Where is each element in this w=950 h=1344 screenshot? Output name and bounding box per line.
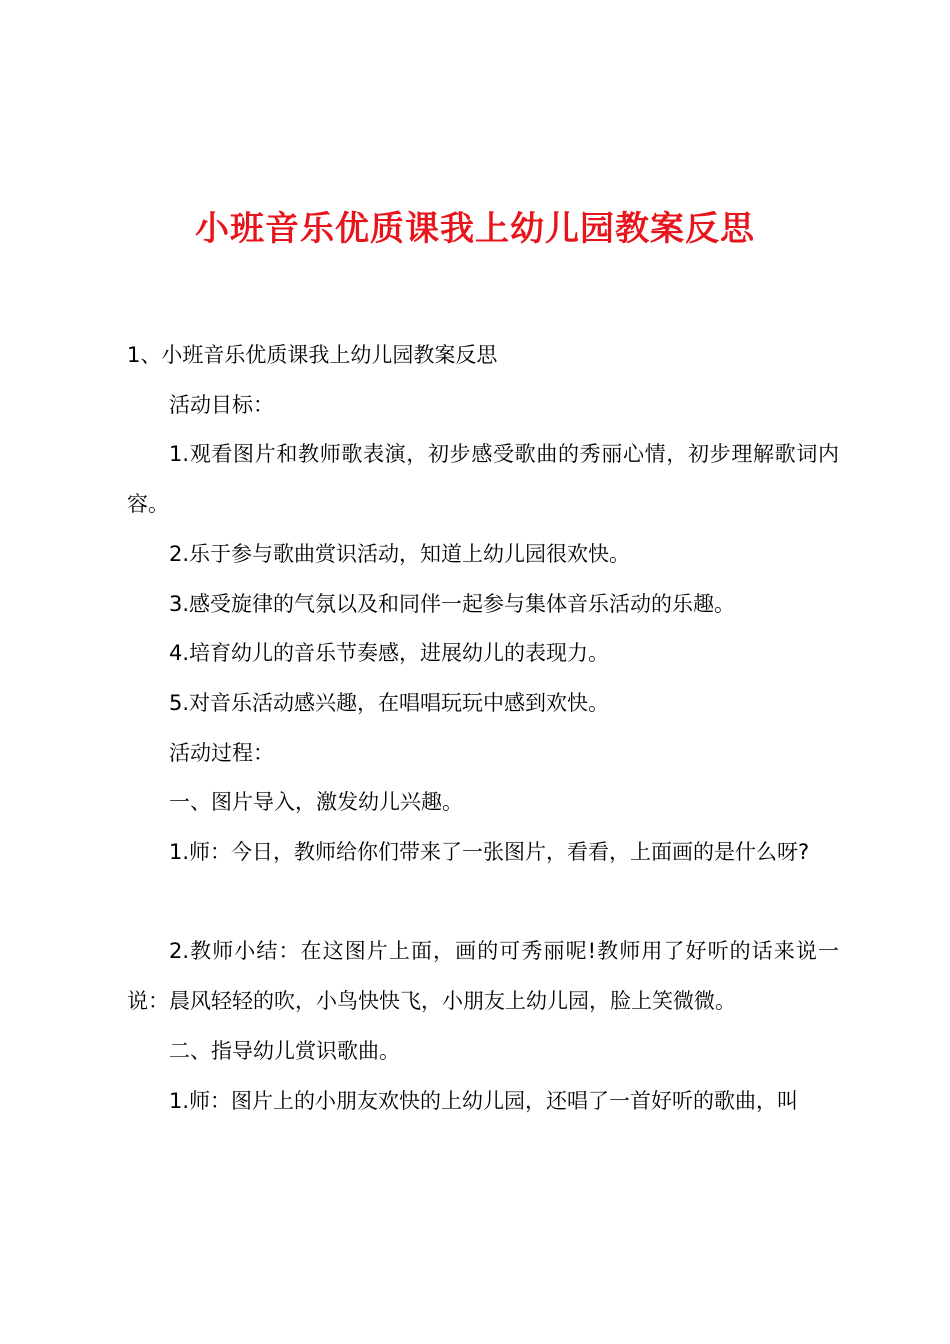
paragraph: 1.观看图片和教师歌表演，初步感受歌曲的秀丽心情，初步理解歌词内容。 <box>127 442 839 517</box>
paragraph: 1.师：图片上的小朋友欢快的上幼儿园，还唱了一首好听的歌曲，叫 <box>169 1088 799 1113</box>
paragraph: 一、图片导入，激发幼儿兴趣。 <box>169 790 463 815</box>
paragraph: 2.教师小结：在这图片上面，画的可秀丽呢!教师用了好听的话来说一说：晨风轻轻的吹，小鸟快快飞，小朋友上幼儿园，脸上笑微微。 <box>127 939 839 1014</box>
paragraph: 4.培育幼儿的音乐节奏感，进展幼儿的表现力。 <box>169 641 610 666</box>
paragraph: 1.师：今日，教师给你们带来了一张图片，看看，上面画的是什么呀? <box>169 840 810 865</box>
paragraph: 二、指导幼儿赏识歌曲。 <box>169 1038 400 1063</box>
document-title: 小班音乐优质课我上幼儿园教案反思 <box>195 209 755 249</box>
blank-line <box>127 878 839 928</box>
document-body <box>127 331 839 1126</box>
section-heading: 1、小班音乐优质课我上幼儿园教案反思 <box>127 343 498 367</box>
paragraph: 3.感受旋律的气氛以及和同伴一起参与集体音乐活动的乐趣。 <box>169 591 736 616</box>
paragraph: 2.乐于参与歌曲赏识活动，知道上幼儿园很欢快。 <box>169 541 631 566</box>
paragraph: 5.对音乐活动感兴趣，在唱唱玩玩中感到欢快。 <box>169 690 610 715</box>
paragraph: 活动目标： <box>169 392 274 417</box>
paragraph: 活动过程： <box>169 740 274 765</box>
